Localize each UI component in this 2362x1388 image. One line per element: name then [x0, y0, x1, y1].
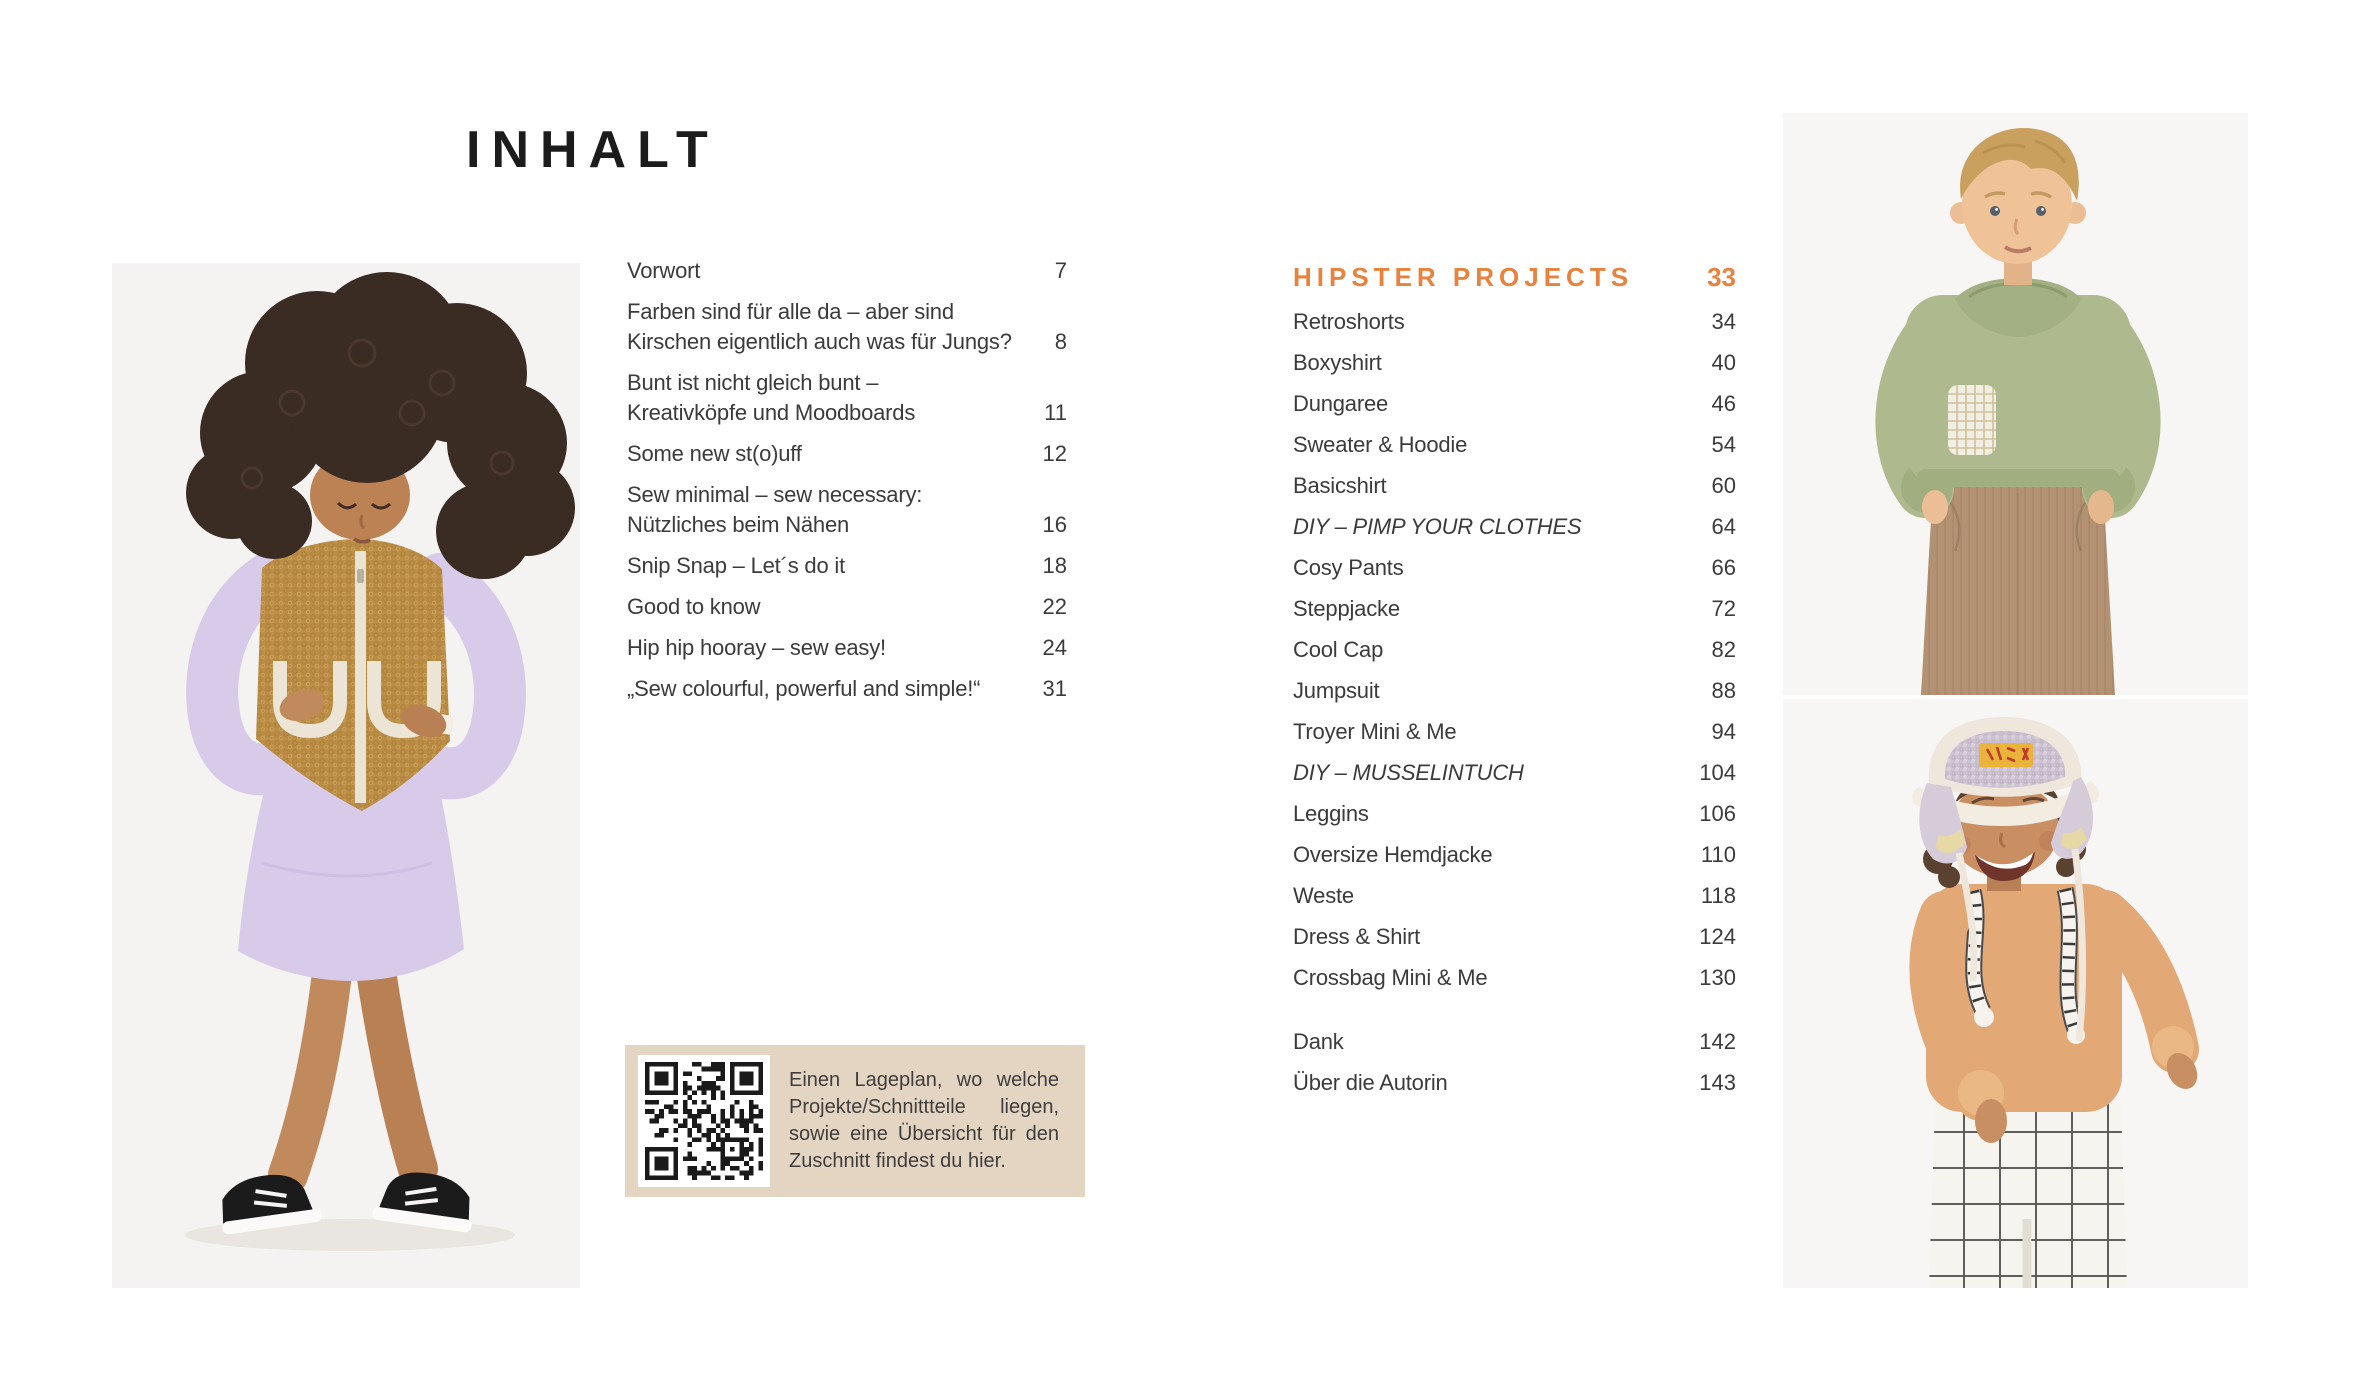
toc-entry-line: Dungaree	[1293, 391, 1389, 416]
toc-entry	[1293, 635, 1736, 665]
toc-entry-label	[1293, 963, 1699, 993]
toc-entry-label	[1293, 348, 1712, 378]
toc-entry	[1293, 676, 1736, 706]
toc-entry-line: DIY – MUSSELINTUCH	[1293, 760, 1524, 785]
toc-entry-label	[1293, 840, 1701, 870]
toc-entry-page-number: 130	[1699, 965, 1736, 990]
toc-entry-list	[1293, 307, 1736, 993]
toc-entry-page-number: 82	[1711, 637, 1736, 662]
toc-entry	[627, 633, 1067, 663]
toc-entry-line: Vorwort	[627, 258, 701, 283]
photo-toddler-trapper-hat	[1783, 699, 2248, 1288]
toc-entry-line: DIY – PIMP YOUR CLOTHES	[1293, 514, 1582, 539]
toc-entry-line: Dank	[1293, 1029, 1344, 1054]
page-title: INHALT	[466, 121, 719, 179]
boy-illustration	[1783, 113, 2248, 695]
toc-entry-label	[627, 674, 1043, 704]
toc-entry	[627, 551, 1067, 581]
toc-entry-label	[1293, 430, 1712, 460]
toc-entry-line: Troyer Mini & Me	[1293, 719, 1457, 744]
toc-entry-line: Steppjacke	[1293, 596, 1400, 621]
toc-entry-line: Crossbag Mini & Me	[1293, 965, 1488, 990]
toc-entry-page-number: 72	[1711, 596, 1736, 621]
toc-entry-page-number: 34	[1711, 309, 1736, 334]
toc-entry	[1293, 840, 1736, 870]
toc-entry-label	[627, 256, 1055, 286]
toc-entry-page-number: 106	[1699, 801, 1736, 826]
toc-entry-line: Leggins	[1293, 801, 1369, 826]
toc-entry-page-number: 18	[1042, 553, 1067, 578]
toc-entry-label	[1293, 922, 1699, 952]
toc-entry-label	[1293, 881, 1701, 911]
toc-entry-page-number: 94	[1711, 719, 1736, 744]
section-title: HIPSTER PROJECTS	[1293, 262, 1634, 292]
toc-entry-line: Weste	[1293, 883, 1354, 908]
toc-entry	[1293, 348, 1736, 378]
toc-entry-line: Über die Autorin	[1293, 1070, 1448, 1095]
qr-caption: Einen Lageplan, wo welche Projekte/Schnittteile liegen, sowie eine Übersicht für den Zuschnitt findest du hier.	[789, 1069, 1059, 1172]
toc-entry-line: Bunt ist nicht gleich bunt –	[627, 370, 879, 395]
toc-entry-label	[627, 480, 1043, 540]
toc-entry	[627, 256, 1067, 286]
toc-entry-line: Boxyshirt	[1293, 350, 1382, 375]
toc-entry-line: Nützliches beim Nähen	[627, 512, 850, 537]
toc-entry-line: Oversize Hemdjacke	[1293, 842, 1493, 867]
toc-entry	[1293, 881, 1736, 911]
toc-entry-page-number: 31	[1042, 676, 1067, 701]
toc-entry-line: Good to know	[627, 594, 761, 619]
toc-entry-label	[1293, 594, 1712, 624]
photo-girl-teddy-vest	[112, 263, 580, 1288]
toc-entry	[1293, 717, 1736, 747]
toc-entry-label	[1293, 799, 1699, 829]
toc-entry-page-number: 60	[1711, 473, 1736, 498]
toc-entry	[1293, 799, 1736, 829]
girl-illustration	[112, 263, 580, 1288]
toc-entry-label	[1293, 676, 1712, 706]
toc-entry-page-number: 16	[1042, 512, 1067, 537]
toc-entry-page-number: 40	[1711, 350, 1736, 375]
qr-panel	[625, 1045, 1085, 1197]
toc-entry-page-number: 88	[1711, 678, 1736, 703]
toc-entry-label	[1293, 512, 1712, 542]
toc-entry	[1293, 389, 1736, 419]
toc-entry	[1293, 922, 1736, 952]
toc-entry-label	[1293, 1027, 1699, 1057]
toc-entry-page-number: 46	[1711, 391, 1736, 416]
toc-entry	[627, 368, 1067, 428]
toc-entry	[1293, 1068, 1736, 1098]
toc-entry-line: „Sew colourful, powerful and simple!“	[627, 676, 981, 701]
toc-entry-line: Cosy Pants	[1293, 555, 1404, 580]
toc-entry-label	[627, 439, 1043, 469]
toc-entry	[1293, 963, 1736, 993]
toc-entry	[1293, 594, 1736, 624]
toc-entry-label	[1293, 1068, 1699, 1098]
toc-entry-page-number: 124	[1699, 924, 1736, 949]
toc-entry-page-number: 8	[1054, 329, 1067, 354]
toc-entry-line: Dress & Shirt	[1293, 924, 1420, 949]
toc-entry-page-number: 118	[1700, 883, 1736, 908]
toc-entry-label	[627, 551, 1043, 581]
toc-entry	[627, 480, 1067, 540]
toc-entry	[1293, 758, 1736, 788]
toc-entry-label	[627, 633, 1043, 663]
toc-entry-page-number: 143	[1699, 1070, 1736, 1095]
toc-entry-page-number: 11	[1044, 400, 1067, 425]
toc-entry-line: Sweater & Hoodie	[1293, 432, 1468, 457]
toc-entry-label	[1293, 307, 1712, 337]
photo-boy-green-hoodie	[1783, 113, 2248, 695]
toc-entry-line: Farben sind für alle da – aber sind	[627, 299, 954, 324]
toc-footer-list	[1293, 1027, 1736, 1098]
toc-entry-line: Snip Snap – Let´s do it	[627, 553, 845, 578]
toc-entry	[1293, 1027, 1736, 1057]
toc-entry-page-number: 66	[1711, 555, 1736, 580]
toc-entry-page-number: 64	[1711, 514, 1736, 539]
toc-entry	[1293, 430, 1736, 460]
toc-entry	[1293, 512, 1736, 542]
toc-entry-label	[1293, 635, 1712, 665]
toc-entry-label	[1293, 717, 1712, 747]
toc-entry	[1293, 307, 1736, 337]
toc-entry-label	[1293, 758, 1699, 788]
toc-entry	[627, 297, 1067, 357]
toc-entry-line: Retroshorts	[1293, 309, 1405, 334]
toc-entry-line: Kirschen eigentlich auch was für Jungs?	[627, 329, 1012, 354]
toc-entry-label	[1293, 389, 1712, 419]
toc-entry-page-number: 7	[1054, 258, 1067, 283]
toc-entry-line: Some new st(o)uff	[627, 441, 802, 466]
toddler-illustration	[1783, 699, 2248, 1288]
toc-entry-line: Jumpsuit	[1293, 678, 1380, 703]
toc-entry	[627, 674, 1067, 704]
toc-entry	[1293, 471, 1736, 501]
toc-entry-page-number: 12	[1042, 441, 1067, 466]
toc-entry-label	[1293, 471, 1712, 501]
toc-entry-label	[627, 592, 1043, 622]
toc-entry-line: Kreativköpfe und Moodboards	[627, 400, 916, 425]
toc-entry-page-number: 24	[1042, 635, 1067, 660]
toc-entry-line: Basicshirt	[1293, 473, 1387, 498]
toc-section-header	[1293, 262, 1736, 292]
toc-section-intro	[627, 256, 1067, 715]
toc-entry-label	[1293, 553, 1712, 583]
toc-entry-page-number: 110	[1700, 842, 1736, 867]
toc-entry-line: Hip hip hooray – sew easy!	[627, 635, 886, 660]
toc-entry-line: Sew minimal – sew necessary:	[627, 482, 923, 507]
toc-entry-page-number: 54	[1711, 432, 1736, 457]
toc-entry-label	[627, 297, 1055, 357]
toc-entry-page-number: 104	[1699, 760, 1736, 785]
toc-entry	[627, 592, 1067, 622]
toc-entry	[627, 439, 1067, 469]
toc-entry-page-number: 142	[1699, 1029, 1736, 1054]
toc-section-hipster-projects	[1293, 262, 1736, 1109]
toc-entry-page-number: 22	[1042, 594, 1067, 619]
toc-entry-label	[627, 368, 1044, 428]
section-page-number: 33	[1707, 262, 1736, 292]
toc-entry-line: Cool Cap	[1293, 637, 1384, 662]
toc-entry	[1293, 553, 1736, 583]
qr-code[interactable]	[638, 1055, 770, 1187]
